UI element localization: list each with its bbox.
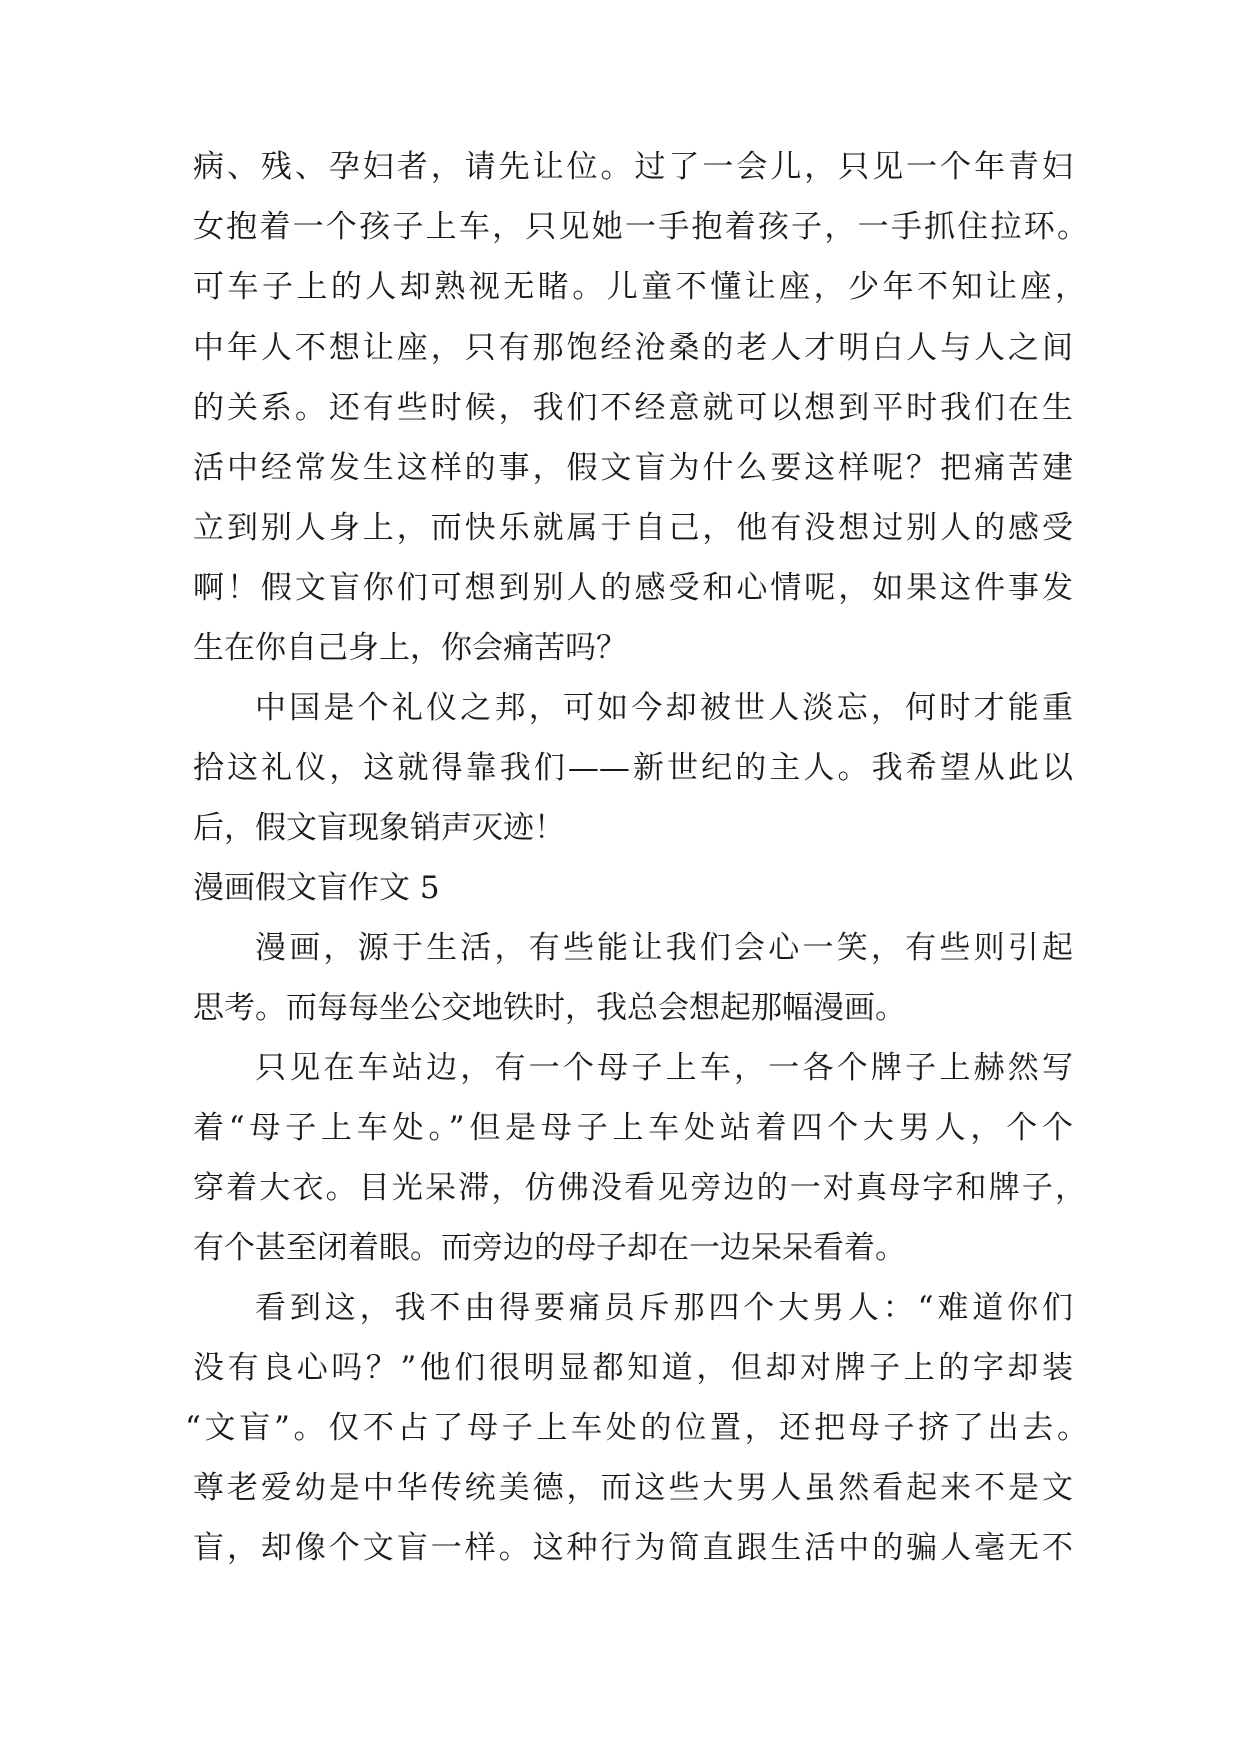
paragraph-line: 病、残、孕妇者，请先让位。过了一会儿，只见一个年青妇 <box>193 149 1073 185</box>
paragraph-line: 可车子上的人却熟视无睹。儿童不懂让座，少年不知让座， <box>193 269 1086 305</box>
paragraph-line: 漫画，源于生活，有些能让我们会心一笑，有些则引起 <box>255 930 1073 966</box>
paragraph-line: 女抱着一个孩子上车，只见她一手抱着孩子，一手抓住拉环。 <box>193 209 1088 245</box>
paragraph-line: 立到别人身上，而快乐就属于自己，他有没想过别人的感受 <box>193 510 1073 546</box>
paragraph-line: 穿着大衣。目光呆滞，仿佛没看见旁边的一对真母字和牌子， <box>193 1170 1086 1206</box>
paragraph-line: 的关系。还有些时候，我们不经意就可以想到平时我们在生 <box>193 390 1073 426</box>
paragraph-line: 看到这，我不由得要痛员斥那四个大男人：“难道你们 <box>255 1290 1073 1326</box>
paragraph-line: 活中经常发生这样的事，假文盲为什么要这样呢？把痛苦建 <box>193 450 1073 486</box>
section-heading: 漫画假文盲作文 5 <box>193 870 440 906</box>
paragraph-line: 盲，却像个文盲一样。这种行为简直跟生活中的骗人毫无不 <box>193 1530 1073 1566</box>
paragraph-line: 拾这礼仪，这就得靠我们——新世纪的主人。我希望从此以 <box>193 750 1073 786</box>
paragraph-line: 中年人不想让座，只有那饱经沧桑的老人才明白人与人之间 <box>193 330 1073 366</box>
paragraph-line: 没有良心吗？”他们很明显都知道，但却对牌子上的字却装 <box>193 1350 1073 1386</box>
paragraph-line: 只见在车站边，有一个母子上车，一各个牌子上赫然写 <box>255 1050 1073 1086</box>
paragraph-line: 尊老爱幼是中华传统美德，而这些大男人虽然看起来不是文 <box>193 1470 1073 1506</box>
paragraph-line: 后，假文盲现象销声灭迹！ <box>193 810 565 846</box>
paragraph-line: 有个甚至闭着眼。而旁边的母子却在一边呆呆看着。 <box>193 1230 906 1266</box>
paragraph-line: 中国是个礼仪之邦，可如今却被世人淡忘，何时才能重 <box>255 690 1073 726</box>
paragraph-line: 啊！假文盲你们可想到别人的感受和心情呢，如果这件事发 <box>193 570 1073 606</box>
paragraph-line: 着“母子上车处。”但是母子上车处站着四个大男人，个个 <box>193 1110 1073 1146</box>
paragraph-line: 思考。而每每坐公交地铁时，我总会想起那幅漫画。 <box>193 990 906 1026</box>
paragraph-line: 生在你自己身上，你会痛苦吗？ <box>193 630 627 666</box>
paragraph-line: “文盲”。仅不占了母子上车处的位置，还把母子挤了出去。 <box>185 1410 1088 1446</box>
